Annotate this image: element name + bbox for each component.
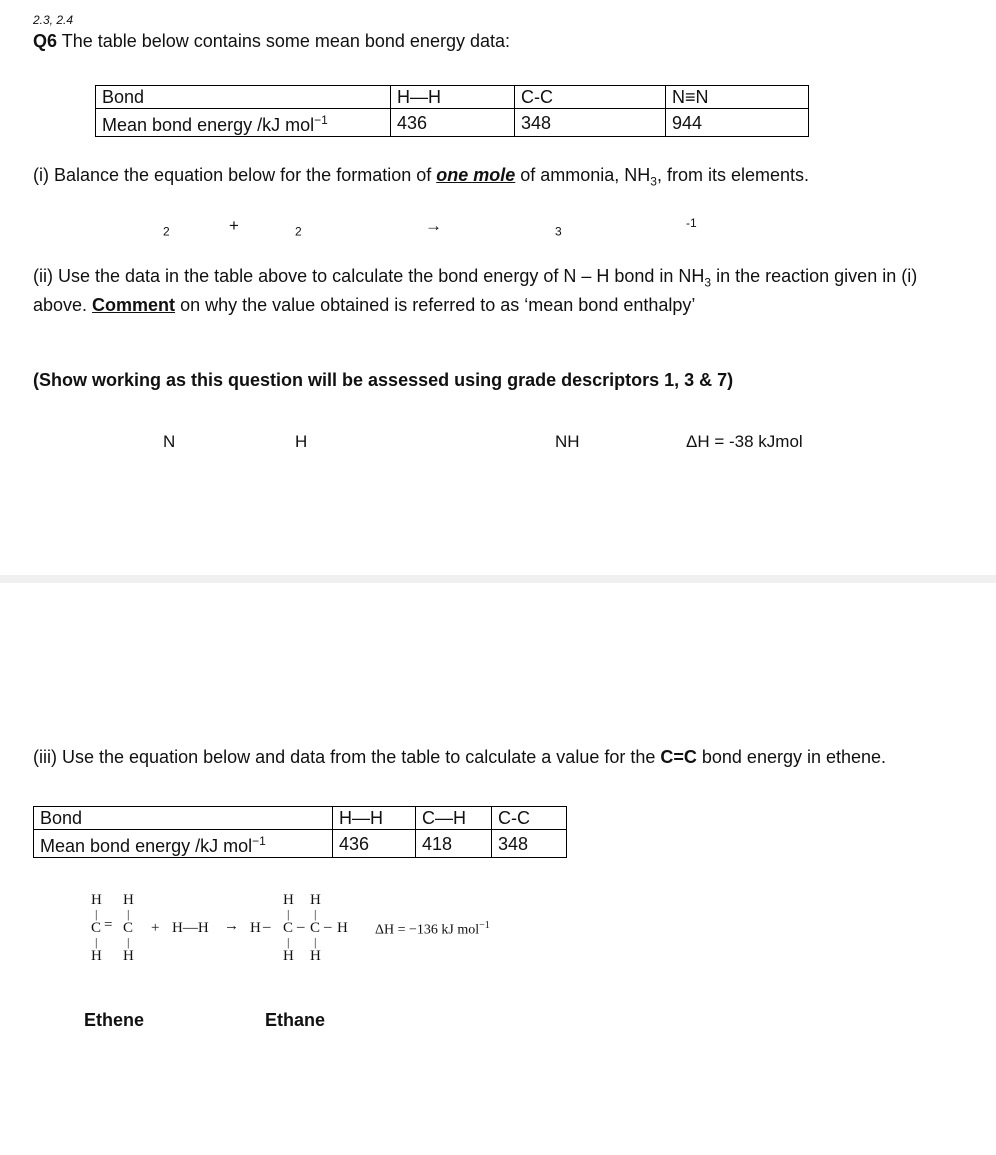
atom-h: H <box>283 892 294 908</box>
enthalpy-change: ΔH = -38 kJmol $^{-1}$ <box>686 216 803 451</box>
n2-term: N $_2$ <box>163 224 176 451</box>
part-ii-text: (ii) Use the data in the table above to calculate the bond energy of N – H bond in $NH_3$ in the reaction given in (i) above. Comment on why the value obtained is referred to as ‘mean bond enthalpy’ <box>33 266 918 315</box>
atom-h: H <box>283 948 294 964</box>
plus-sign: + <box>229 216 239 235</box>
atom-h: H <box>310 948 321 964</box>
part-iii-text: (iii) Use the equation below and data from the table to calculate a value for the C=C bond energy in ethene. <box>33 747 887 767</box>
bond-line: | <box>95 907 98 921</box>
table-cell: 436 <box>391 109 515 137</box>
atom-c: C <box>310 920 321 936</box>
table-row <box>34 830 567 858</box>
bond-line: | <box>287 907 290 921</box>
table-row-label: Mean bond energy /kJ mol$^{-1}$ <box>96 109 391 137</box>
reaction-arrow: → <box>425 216 442 235</box>
atom-h: H <box>123 892 134 908</box>
table-header-cell: H—H <box>391 86 515 109</box>
table-cell: 418 <box>416 830 492 858</box>
single-bond: – <box>263 919 271 935</box>
assessment-note: (Show working as this question will be assessed using grade descriptors 1, 3 & 7) <box>33 370 734 390</box>
page-divider <box>0 575 996 583</box>
bond-line: | <box>314 935 317 949</box>
bond-energy-table-1 <box>95 85 809 137</box>
topic-reference: 2.3, 2.4 <box>33 13 74 27</box>
reaction-enthalpy: ΔH = −136 kJ mol$^{-1}$ <box>375 920 490 938</box>
comment-emphasis: Comment <box>92 294 176 315</box>
hydrogen-molecule: H—H <box>172 920 209 936</box>
table-row <box>96 86 809 109</box>
atom-c: C <box>123 920 134 936</box>
table-header-cell: C—H <box>416 807 492 830</box>
table-cell: 436 <box>333 830 416 858</box>
table-header-cell: C-C <box>492 807 567 830</box>
nh3-term: NH $_3$ <box>555 224 580 451</box>
bond-line: | <box>127 907 130 921</box>
table-header-cell: Bond <box>96 86 391 109</box>
plus-sign: + <box>151 920 160 936</box>
question-6-heading <box>33 31 510 52</box>
ethene-label: Ethene <box>84 1010 145 1030</box>
table-header-cell: H—H <box>333 807 416 830</box>
atom-h: H <box>123 948 134 964</box>
bond-line: | <box>127 935 130 949</box>
atom-c: C <box>91 920 102 936</box>
single-bond: – <box>297 919 305 935</box>
table-header-cell: Bond <box>34 807 333 830</box>
table-row <box>96 109 809 137</box>
table-row <box>34 807 567 830</box>
atom-h: H <box>250 920 261 936</box>
bond-line: | <box>95 935 98 949</box>
reaction-arrow: → <box>224 918 239 934</box>
atom-h: H <box>337 920 348 936</box>
question-intro: The table below contains some mean bond energy data: <box>61 31 510 51</box>
atom-h: H <box>91 948 102 964</box>
table-cell: 944 <box>666 109 809 137</box>
question-label: Q6 <box>33 31 58 51</box>
atom-c: C <box>283 920 294 936</box>
ethane-label: Ethane <box>265 1010 326 1030</box>
part-i-text: (i) Balance the equation below for the formation of one mole of ammonia, $NH_3$, from its elements. <box>33 165 810 189</box>
table-header-cell: C-C <box>515 86 666 109</box>
double-bond: = <box>104 917 113 933</box>
atom-h: H <box>310 892 321 908</box>
bond-line: | <box>314 907 317 921</box>
h2-term: H $_2$ <box>295 224 308 451</box>
single-bond: – <box>324 919 332 935</box>
bond-line: | <box>287 935 290 949</box>
atom-h: H <box>91 892 102 908</box>
one-mole-emphasis: one mole <box>436 165 516 185</box>
bond-energy-table-2 <box>33 806 567 858</box>
table-header-cell: N≡N <box>666 86 809 109</box>
table-cell: 348 <box>492 830 567 858</box>
table-row-label: Mean bond energy /kJ mol$^{-1}$ <box>34 830 333 858</box>
table-cell: 348 <box>515 109 666 137</box>
